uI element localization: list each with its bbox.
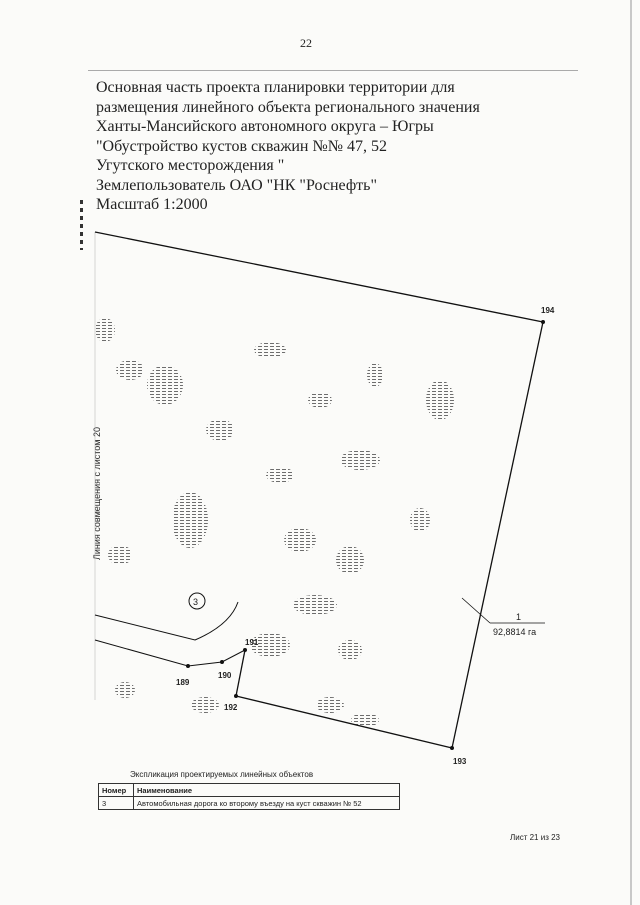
point-194 (541, 320, 545, 324)
area-value: 92,8814 га (493, 627, 537, 637)
area-number: 1 (516, 612, 522, 622)
legend-row (99, 797, 400, 810)
land-plot-boundary (95, 232, 543, 748)
point-label-194: 194 (541, 306, 555, 315)
boundary-points (186, 320, 545, 750)
legend-header-name: Наименование (134, 784, 400, 797)
point-label-191: 191 (245, 638, 259, 647)
sheet-number: Лист 21 из 23 (510, 833, 560, 842)
legend-header-row (99, 784, 400, 797)
header-line: Угутского месторождения " (96, 157, 285, 174)
object-marker-label: 3 (193, 597, 199, 607)
road-object-3 (95, 602, 245, 666)
point-189 (186, 664, 190, 668)
point-label-189: 189 (176, 678, 190, 687)
scale-label: Масштаб 1:2000 (96, 196, 208, 213)
point-label-192: 192 (224, 703, 238, 712)
legend-title: Экспликация проектируемых линейных объектов (130, 770, 314, 779)
page-number: 22 (300, 36, 312, 50)
legend-header-number: Номер (99, 784, 134, 797)
header-line: Основная часть проекта планировки территории для (96, 79, 455, 96)
match-line-label: Линия совмещения с листом 20 (92, 427, 102, 560)
legend-cell-name: Автомобильная дорога ко второму въезду на куст скважин № 52 (134, 797, 400, 810)
legend-cell-number: 3 (99, 797, 134, 810)
area-leader (462, 598, 490, 623)
header-line: "Обустройство кустов скважин №№ 47, 52 (96, 137, 388, 155)
point-label-193: 193 (453, 757, 467, 766)
legend-table (98, 783, 400, 810)
point-193 (450, 746, 454, 750)
marsh-areas (95, 318, 454, 727)
header-line: Ханты-Мансийского автономного округа – Югры (96, 118, 434, 135)
point-192 (234, 694, 238, 698)
point-label-190: 190 (218, 671, 232, 680)
point-191 (243, 648, 247, 652)
header-line: Землепользователь ОАО "НК "Роснефть" (96, 176, 377, 194)
point-190 (220, 660, 224, 664)
header-line: размещения линейного объекта регионального значения (96, 98, 480, 116)
